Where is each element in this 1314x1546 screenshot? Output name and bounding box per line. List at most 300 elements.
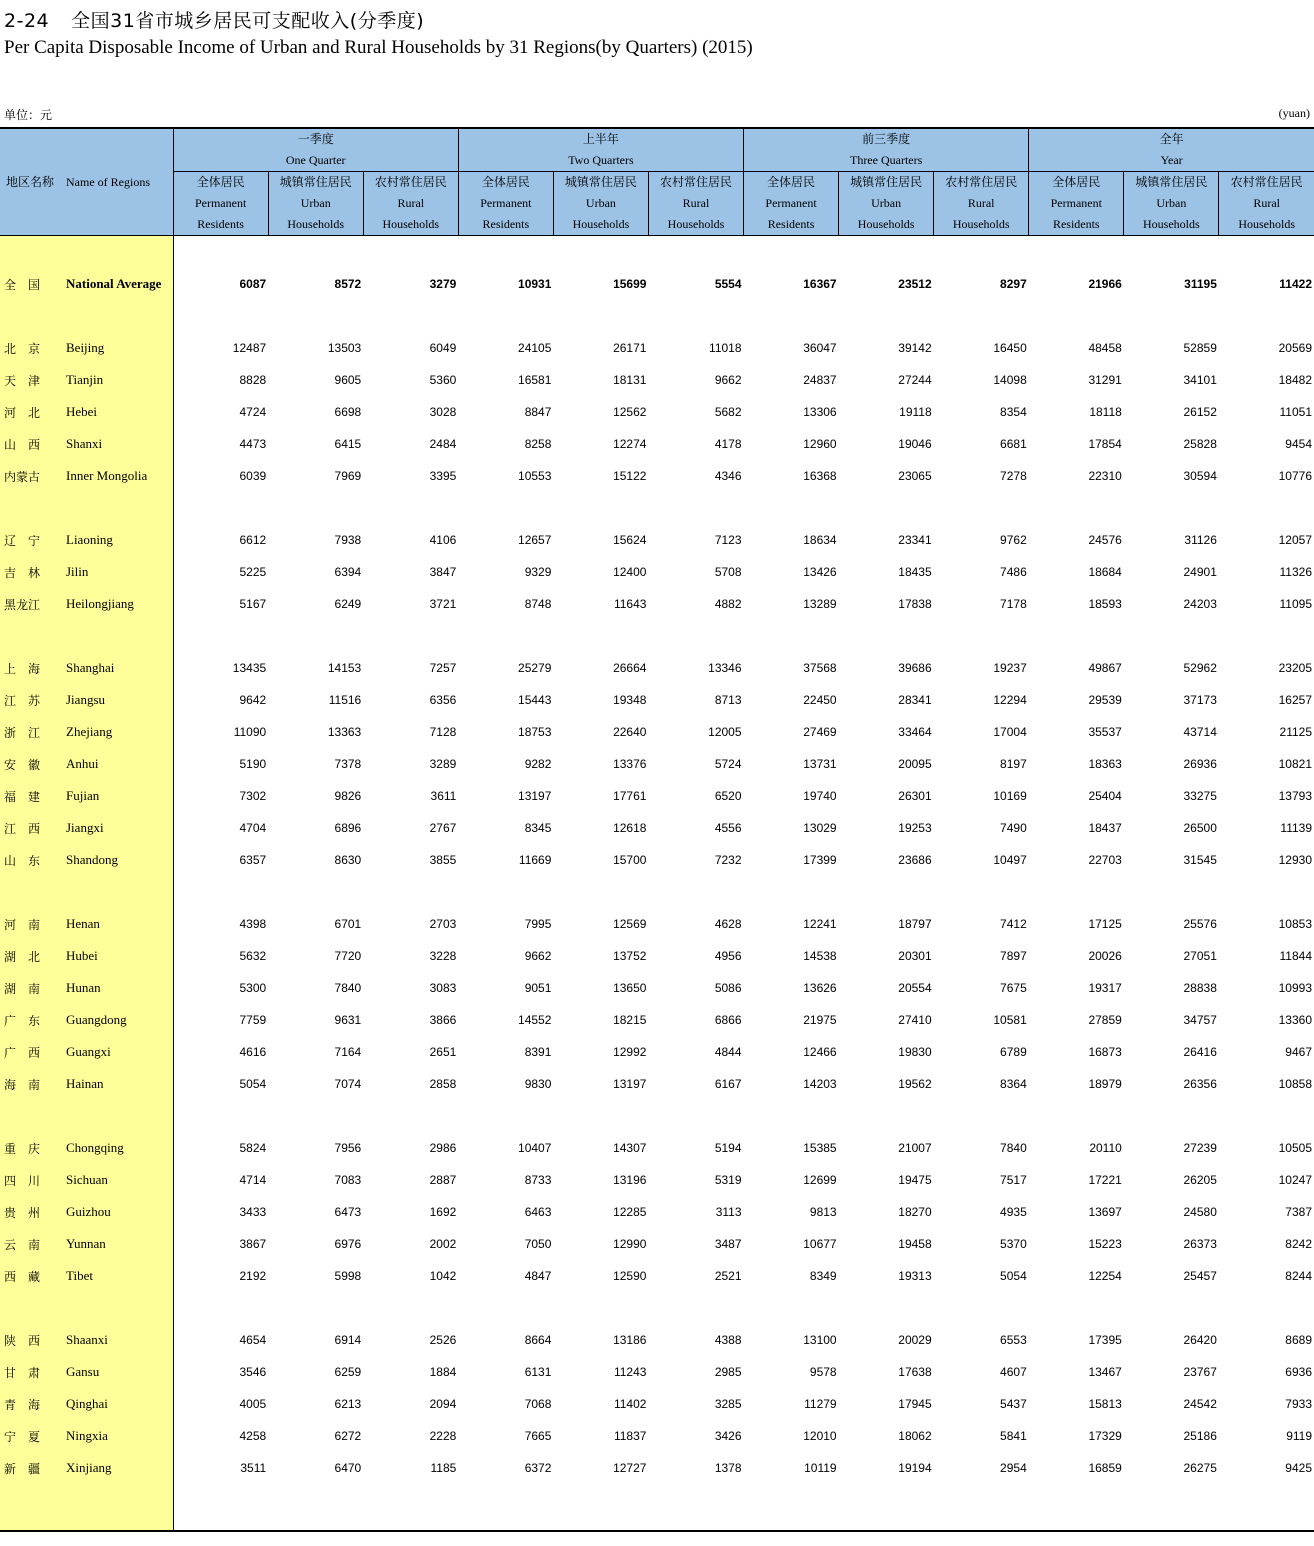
income-value: 22703 — [1088, 853, 1122, 867]
spacer-row — [0, 876, 1314, 908]
region-name-cn: 宁 夏 — [4, 1429, 41, 1444]
income-value: 43714 — [1183, 725, 1217, 739]
income-value: 20301 — [898, 949, 932, 963]
region-name-en: Jiangsu — [66, 692, 105, 707]
income-value: 12992 — [613, 1045, 647, 1059]
income-value: 7969 — [334, 469, 362, 483]
income-value: 13197 — [613, 1077, 647, 1091]
spacer-row — [0, 300, 1314, 332]
income-value: 5554 — [714, 277, 742, 291]
income-value: 18684 — [1088, 565, 1122, 579]
spacer-row — [0, 1484, 1314, 1531]
income-value: 9662 — [714, 373, 742, 387]
income-value: 19348 — [613, 693, 647, 707]
income-value: 3113 — [715, 1205, 742, 1219]
income-value: 7123 — [714, 533, 742, 547]
income-value: 14098 — [993, 373, 1027, 387]
income-value: 6896 — [334, 821, 362, 835]
income-value: 13793 — [1278, 789, 1312, 803]
income-value: 15223 — [1088, 1237, 1122, 1251]
resident-type-header — [173, 172, 268, 236]
income-value: 8828 — [239, 373, 267, 387]
income-value: 18435 — [898, 565, 932, 579]
income-value: 2986 — [429, 1141, 457, 1155]
income-value: 16257 — [1278, 693, 1312, 707]
income-value: 8364 — [1000, 1077, 1027, 1091]
income-value: 10821 — [1278, 757, 1312, 771]
income-value: 1884 — [429, 1365, 457, 1379]
income-value: 25576 — [1183, 917, 1217, 931]
income-value: 18131 — [613, 373, 647, 387]
income-value: 9282 — [524, 757, 552, 771]
region-name-cell — [0, 812, 173, 844]
income-value: 14153 — [327, 661, 362, 675]
income-value: 19253 — [898, 821, 932, 835]
income-value: 20554 — [898, 981, 932, 995]
income-value: 9830 — [524, 1077, 552, 1091]
income-value: 8297 — [1000, 277, 1027, 291]
income-value: 8242 — [1285, 1237, 1312, 1251]
region-name-cn: 青 海 — [4, 1397, 41, 1412]
resident-type-en1: Permanent — [194, 196, 247, 210]
income-value: 2767 — [429, 821, 457, 835]
income-value: 9425 — [1285, 1461, 1312, 1475]
income-value: 7083 — [334, 1173, 362, 1187]
region-name-cn: 陕 西 — [4, 1333, 41, 1348]
income-value: 13697 — [1088, 1205, 1122, 1219]
resident-type-header — [363, 172, 458, 236]
region-name-cell — [0, 588, 173, 620]
income-value: 7490 — [1000, 821, 1027, 835]
income-value: 8748 — [524, 597, 552, 611]
income-value: 15385 — [803, 1141, 837, 1155]
resident-type-cn: 城镇常住居民 — [564, 175, 637, 189]
income-value: 19118 — [899, 405, 932, 419]
resident-type-en1: Permanent — [1050, 196, 1102, 210]
region-row — [0, 780, 1314, 812]
income-value: 10247 — [1278, 1173, 1312, 1187]
income-value: 8349 — [809, 1269, 837, 1283]
region-name-cell — [0, 1260, 173, 1292]
resident-type-en2: Residents — [767, 217, 815, 231]
region-name-cell — [0, 364, 173, 396]
income-value: 11090 — [233, 725, 267, 739]
income-value: 12562 — [613, 405, 647, 419]
income-value: 27469 — [803, 725, 837, 739]
region-row — [0, 940, 1314, 972]
income-value: 26420 — [1183, 1333, 1217, 1347]
income-value: 16368 — [803, 469, 837, 483]
region-row — [0, 332, 1314, 364]
region-name-cell — [0, 1068, 173, 1100]
income-value: 11402 — [613, 1397, 647, 1411]
income-value: 11139 — [1280, 821, 1312, 835]
income-value: 19562 — [898, 1077, 932, 1091]
income-value: 9329 — [524, 565, 552, 579]
income-value: 12466 — [803, 1045, 837, 1059]
region-name-en: Guizhou — [66, 1204, 111, 1219]
resident-type-cn: 农村常住居民 — [659, 175, 732, 189]
income-value: 31126 — [1184, 533, 1217, 547]
income-value: 10169 — [993, 789, 1027, 803]
resident-type-en2: Households — [572, 217, 630, 231]
income-value: 6701 — [334, 917, 362, 931]
region-name-en: Hunan — [66, 980, 101, 995]
region-name-en: Shanxi — [66, 436, 103, 451]
income-value: 9119 — [1286, 1429, 1312, 1443]
income-value: 5300 — [239, 981, 267, 995]
income-value: 23512 — [898, 277, 932, 291]
income-value: 18482 — [1278, 373, 1312, 387]
income-value: 10853 — [1278, 917, 1312, 931]
resident-type-header — [553, 172, 648, 236]
resident-type-cn: 全体居民 — [767, 175, 816, 189]
income-value: 12254 — [1088, 1269, 1122, 1283]
income-value: 2094 — [429, 1397, 457, 1411]
income-value: 18979 — [1088, 1077, 1122, 1091]
income-value: 30594 — [1183, 469, 1217, 483]
income-value: 18753 — [518, 725, 552, 739]
region-name-cell — [0, 1164, 173, 1196]
income-value: 16450 — [993, 341, 1027, 355]
region-row — [0, 1004, 1314, 1036]
region-name-cn: 北 京 — [4, 341, 41, 356]
income-value: 4473 — [239, 437, 267, 451]
income-value: 3289 — [429, 757, 457, 771]
income-value: 6415 — [334, 437, 362, 451]
income-value: 31545 — [1183, 853, 1217, 867]
income-value: 26373 — [1183, 1237, 1217, 1251]
resident-type-cn: 城镇常住居民 — [1135, 175, 1208, 189]
income-value: 37173 — [1183, 693, 1217, 707]
income-value: 7302 — [239, 789, 267, 803]
income-value: 12618 — [613, 821, 647, 835]
income-value: 13752 — [613, 949, 647, 963]
region-name-cell — [0, 844, 173, 876]
income-value: 3228 — [429, 949, 457, 963]
income-value: 4258 — [239, 1429, 267, 1443]
region-name-en: Yunnan — [66, 1236, 106, 1251]
income-value: 25279 — [518, 661, 552, 675]
income-value: 9642 — [239, 693, 267, 707]
income-value: 5682 — [714, 405, 742, 419]
income-value: 14307 — [613, 1141, 647, 1155]
region-name-en: Anhui — [66, 756, 99, 771]
income-value: 2526 — [429, 1333, 457, 1347]
region-name-cn: 辽 宁 — [4, 533, 41, 548]
region-name-cell — [0, 1452, 173, 1484]
income-value: 6698 — [334, 405, 362, 419]
income-value: 6976 — [334, 1237, 362, 1251]
income-value: 48458 — [1088, 341, 1122, 355]
income-value: 29539 — [1088, 693, 1122, 707]
income-value: 49867 — [1088, 661, 1122, 675]
income-value: 7517 — [1000, 1173, 1027, 1187]
region-name-en: Shanghai — [66, 660, 115, 675]
income-value: 19237 — [993, 661, 1027, 675]
region-name-cell — [0, 556, 173, 588]
income-value: 6914 — [334, 1333, 362, 1347]
income-value: 13376 — [613, 757, 647, 771]
income-value: 2858 — [429, 1077, 457, 1091]
income-value: 16873 — [1088, 1045, 1122, 1059]
income-value: 7759 — [239, 1013, 267, 1027]
region-name-cell — [0, 1420, 173, 1452]
income-value: 5708 — [714, 565, 742, 579]
income-value: 8847 — [524, 405, 552, 419]
income-value: 7178 — [1000, 597, 1027, 611]
resident-type-en2: Households — [857, 217, 915, 231]
region-name-en: Ningxia — [66, 1428, 108, 1443]
income-value: 17329 — [1088, 1429, 1122, 1443]
income-value: 5360 — [429, 373, 457, 387]
region-name-cn: 贵 州 — [4, 1205, 41, 1220]
region-name-cn: 广 西 — [4, 1045, 41, 1060]
region-row — [0, 844, 1314, 876]
region-row — [0, 1452, 1314, 1484]
region-name-cell — [0, 524, 173, 556]
income-value: 12960 — [803, 437, 837, 451]
region-name-en: Beijing — [66, 340, 105, 355]
income-value: 5167 — [239, 597, 267, 611]
income-value: 6272 — [334, 1429, 362, 1443]
region-row — [0, 908, 1314, 940]
region-name-cell — [0, 460, 173, 492]
income-value: 2954 — [1000, 1461, 1027, 1475]
region-name-cell — [0, 268, 173, 300]
period-header-en: One Quarter — [285, 153, 346, 167]
income-value: 5824 — [239, 1141, 267, 1155]
region-name-cn: 全 国 — [4, 277, 41, 292]
region-name-cell — [0, 972, 173, 1004]
region-row — [0, 1260, 1314, 1292]
region-name-en: Fujian — [66, 788, 100, 803]
income-value: 12057 — [1278, 533, 1312, 547]
income-value: 19046 — [898, 437, 932, 451]
income-value: 7665 — [524, 1429, 552, 1443]
income-value: 21125 — [1279, 725, 1312, 739]
income-value: 19317 — [1088, 981, 1122, 995]
income-value: 7956 — [334, 1141, 362, 1155]
region-name-en: Hubei — [66, 948, 98, 963]
region-header — [0, 128, 173, 236]
page-title-en: Per Capita Disposable Income of Urban and Rural Households by 31 Regions(by Quarters) (2015) — [4, 37, 753, 58]
income-value: 4704 — [239, 821, 267, 835]
region-name-cn: 福 建 — [4, 789, 41, 804]
region-name-en: Zhejiang — [66, 724, 113, 739]
income-value: 4607 — [1000, 1365, 1027, 1379]
resident-type-en1: Urban — [871, 196, 902, 210]
region-row — [0, 396, 1314, 428]
region-name-en: Hebei — [66, 404, 98, 419]
income-value: 26205 — [1183, 1173, 1217, 1187]
region-name-cn: 云 南 — [4, 1237, 41, 1252]
income-value: 17838 — [898, 597, 932, 611]
income-value: 19194 — [898, 1461, 932, 1475]
income-value: 8258 — [524, 437, 552, 451]
income-value: 52859 — [1183, 341, 1217, 355]
income-value: 7897 — [1000, 949, 1027, 963]
spacer-row — [0, 236, 1314, 269]
income-value: 25828 — [1183, 437, 1217, 451]
table-number: 2-24 — [4, 10, 50, 32]
income-value: 19458 — [898, 1237, 932, 1251]
region-row — [0, 524, 1314, 556]
income-value: 23686 — [898, 853, 932, 867]
income-value: 25186 — [1183, 1429, 1217, 1443]
period-header-cn: 全年 — [1159, 132, 1184, 146]
income-value: 7720 — [334, 949, 362, 963]
income-value: 22640 — [613, 725, 647, 739]
income-value: 7050 — [524, 1237, 552, 1251]
region-name-en: Chongqing — [66, 1140, 124, 1155]
table-body — [0, 236, 1314, 1532]
region-name-cn: 甘 肃 — [4, 1365, 41, 1380]
income-value: 27239 — [1183, 1141, 1217, 1155]
income-value: 12241 — [803, 917, 837, 931]
region-name-cell — [0, 396, 173, 428]
income-value: 24580 — [1183, 1205, 1217, 1219]
period-header-cn: 前三季度 — [862, 132, 911, 146]
income-value: 13346 — [708, 661, 742, 675]
income-value: 11326 — [1279, 565, 1312, 579]
income-value: 10993 — [1278, 981, 1312, 995]
region-name-cn: 上 海 — [4, 661, 41, 676]
resident-type-en1: Permanent — [765, 196, 817, 210]
income-value: 2887 — [429, 1173, 457, 1187]
income-value: 1378 — [714, 1461, 742, 1475]
region-name-en: Qinghai — [66, 1396, 108, 1411]
resident-type-en2: Households — [287, 217, 345, 231]
resident-type-en1: Permanent — [480, 196, 532, 210]
region-row — [0, 812, 1314, 844]
income-value: 12010 — [803, 1429, 837, 1443]
income-value: 37568 — [803, 661, 837, 675]
region-name-cell — [0, 332, 173, 364]
resident-type-cn: 农村常住居民 — [945, 175, 1018, 189]
income-value: 11643 — [613, 597, 647, 611]
period-header-cn: 一季度 — [297, 132, 334, 146]
income-value: 5437 — [1000, 1397, 1027, 1411]
region-name-cn: 广 东 — [4, 1013, 41, 1028]
income-value: 7840 — [334, 981, 362, 995]
income-value: 12487 — [232, 341, 267, 355]
income-value: 26171 — [613, 341, 647, 355]
region-name-en: Tibet — [66, 1268, 93, 1283]
income-value: 4714 — [239, 1173, 267, 1187]
income-value: 8689 — [1285, 1333, 1312, 1347]
income-value: 3395 — [429, 469, 457, 483]
income-value: 8713 — [714, 693, 742, 707]
region-name-cell — [0, 1004, 173, 1036]
income-value: 13100 — [803, 1333, 837, 1347]
income-value: 27244 — [898, 373, 932, 387]
income-value: 2703 — [429, 917, 457, 931]
region-name-en: Shaanxi — [66, 1332, 108, 1347]
income-value: 2192 — [239, 1269, 267, 1283]
income-value: 9826 — [334, 789, 362, 803]
income-value: 28838 — [1183, 981, 1217, 995]
income-value: 33464 — [898, 725, 932, 739]
period-header-en: Two Quarters — [568, 153, 634, 167]
income-value: 9762 — [1000, 533, 1027, 547]
spacer-row — [0, 1100, 1314, 1132]
region-name-cn: 新 疆 — [4, 1461, 41, 1476]
income-table — [0, 127, 1314, 1532]
income-value: 4005 — [239, 1397, 267, 1411]
resident-type-header — [648, 172, 743, 236]
income-value: 17125 — [1088, 917, 1122, 931]
income-value: 26275 — [1183, 1461, 1217, 1475]
income-value: 31195 — [1184, 277, 1217, 291]
income-value: 10497 — [993, 853, 1027, 867]
resident-type-en1: Rural — [397, 196, 425, 210]
region-row — [0, 1356, 1314, 1388]
income-value: 13289 — [803, 597, 837, 611]
region-name-cn: 黑龙江 — [4, 597, 41, 612]
income-value: 9605 — [334, 373, 362, 387]
income-value: 7257 — [429, 661, 457, 675]
period-header-en: Year — [1160, 153, 1183, 167]
region-row — [0, 588, 1314, 620]
income-value: 9662 — [524, 949, 552, 963]
income-value: 4398 — [239, 917, 267, 931]
region-name-en: Tianjin — [66, 372, 104, 387]
income-value: 26301 — [898, 789, 932, 803]
income-value: 24576 — [1088, 533, 1122, 547]
income-value: 39686 — [898, 661, 932, 675]
income-value: 23341 — [898, 533, 932, 547]
income-value: 7378 — [334, 757, 362, 771]
income-value: 24837 — [803, 373, 837, 387]
resident-type-header — [839, 172, 934, 236]
period-header — [744, 128, 1029, 172]
income-value: 26500 — [1183, 821, 1217, 835]
income-value: 7074 — [334, 1077, 362, 1091]
income-value: 3855 — [429, 853, 457, 867]
resident-type-en2: Households — [1143, 217, 1200, 231]
income-value: 6039 — [239, 469, 267, 483]
income-value: 13467 — [1088, 1365, 1122, 1379]
income-value: 13186 — [613, 1333, 647, 1347]
income-value: 12699 — [803, 1173, 837, 1187]
title-cn-text: 全国31省市城乡居民可支配收入(分季度) — [71, 10, 425, 32]
income-value: 11422 — [1279, 277, 1312, 291]
income-value: 17854 — [1088, 437, 1122, 451]
income-value: 12294 — [993, 693, 1027, 707]
income-value: 17221 — [1088, 1173, 1122, 1187]
region-name-en: Heilongjiang — [66, 596, 134, 611]
income-value: 6356 — [429, 693, 457, 707]
income-value: 7164 — [334, 1045, 362, 1059]
income-value: 10931 — [518, 277, 552, 291]
resident-type-cn: 全体居民 — [196, 175, 245, 189]
resident-type-en2: Households — [667, 217, 725, 231]
region-name-cn: 湖 南 — [4, 981, 41, 996]
income-value: 16581 — [518, 373, 552, 387]
income-value: 9631 — [334, 1013, 362, 1027]
income-value: 23767 — [1183, 1365, 1217, 1379]
resident-type-cn: 农村常住居民 — [1230, 175, 1303, 189]
header-group-row — [0, 128, 1314, 172]
income-value: 6087 — [239, 277, 267, 291]
region-name-cell — [0, 1356, 173, 1388]
income-value: 6131 — [524, 1365, 552, 1379]
period-header-en: Three Quarters — [849, 153, 923, 167]
region-row — [0, 1036, 1314, 1068]
region-name-cn: 重 庆 — [4, 1141, 41, 1156]
region-row — [0, 972, 1314, 1004]
